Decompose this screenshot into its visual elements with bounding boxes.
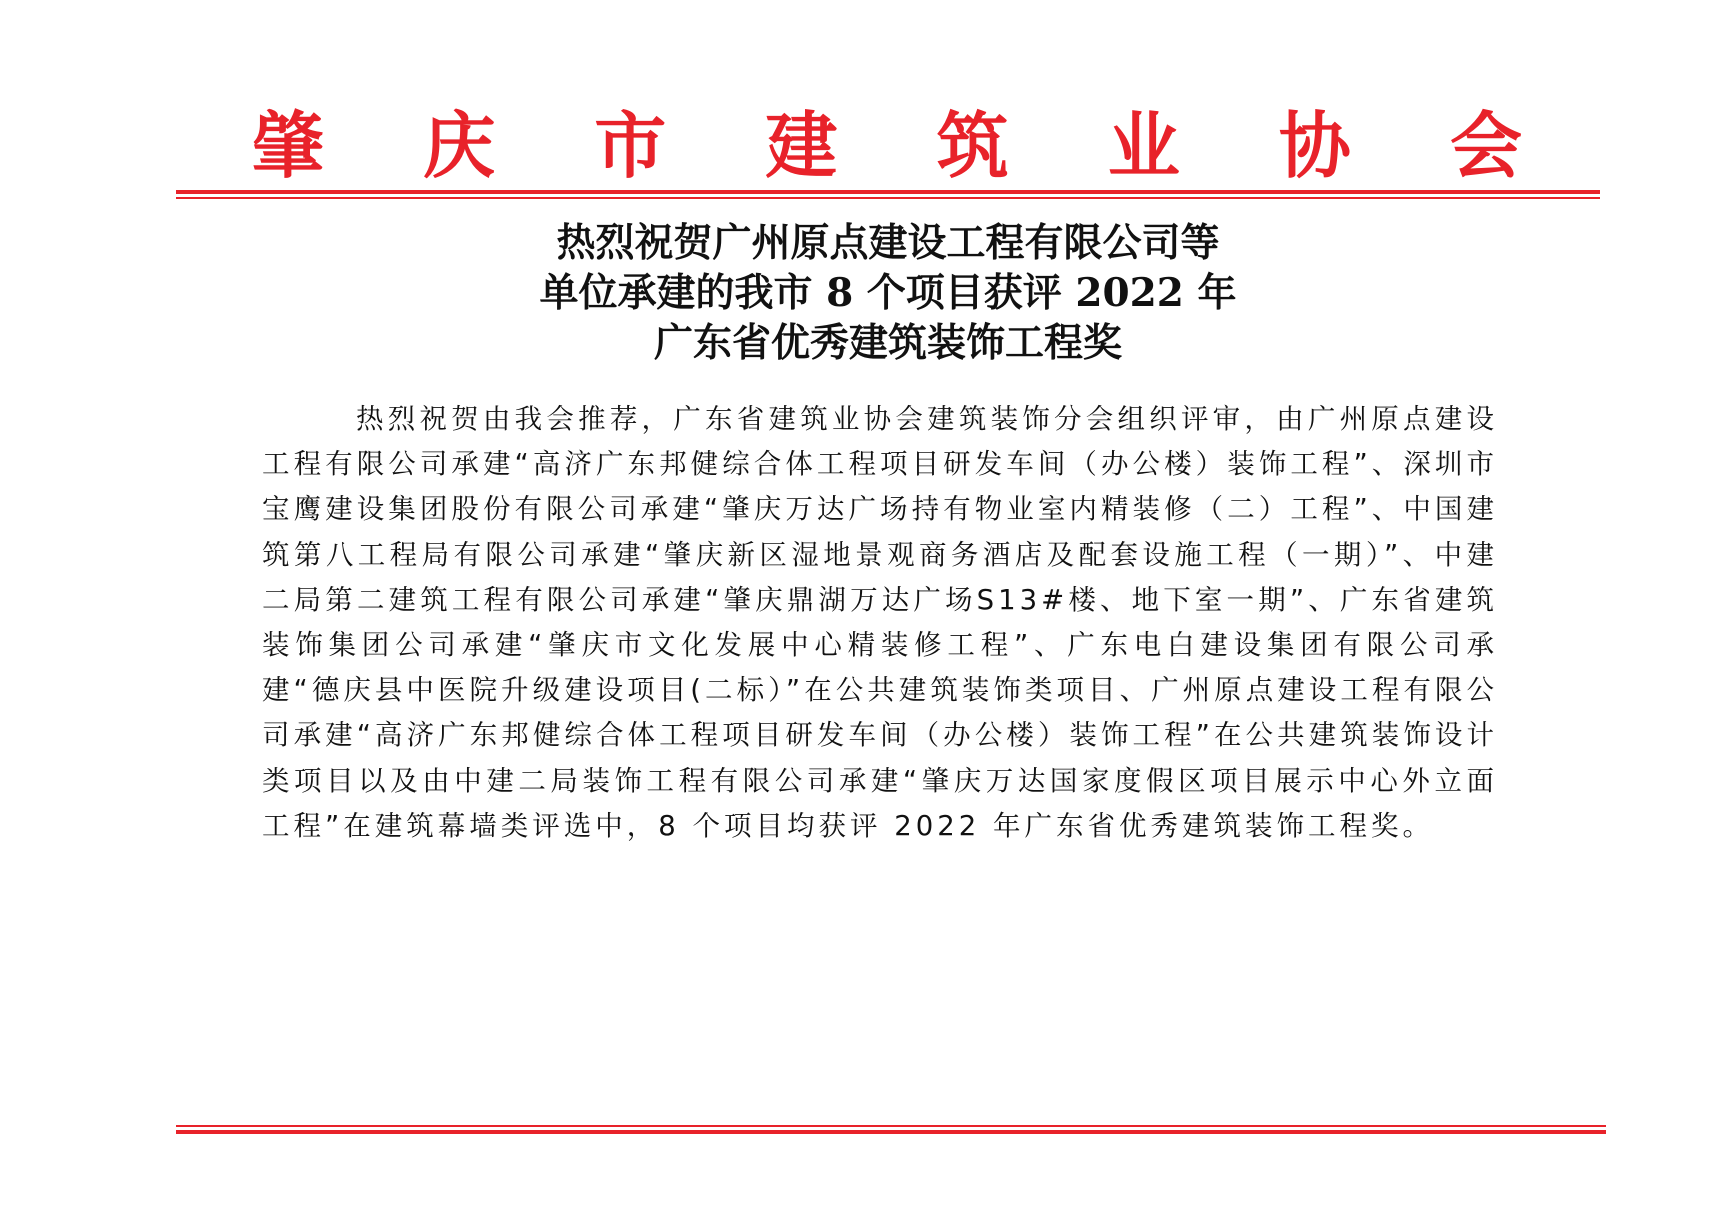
footer-divider-thin — [176, 1125, 1606, 1127]
org-name-char: 庆 — [423, 103, 496, 188]
footer-divider-thick — [176, 1130, 1606, 1134]
footer-divider — [176, 1125, 1606, 1137]
title-line-1: 热烈祝贺广州原点建设工程有限公司等 — [556, 220, 1220, 266]
org-name-char: 业 — [1107, 103, 1180, 188]
org-name-char: 肇 — [252, 103, 325, 188]
org-name-char: 建 — [765, 103, 838, 188]
org-name-char: 会 — [1449, 103, 1522, 188]
document-title — [176, 218, 1600, 368]
organization-name — [252, 100, 1522, 192]
title-line-3: 广东省优秀建筑装饰工程奖 — [653, 320, 1122, 366]
letterhead — [176, 92, 1600, 212]
org-name-char: 市 — [594, 103, 667, 188]
header-divider-thin — [176, 197, 1600, 199]
body-paragraph: 热烈祝贺由我会推荐，广东省建筑业协会建筑装饰分会组织评审，由广州原点建设工程有限公司承建“高济广东邦健综合体工程项目研发车间（办公楼）装饰工程”、深圳市宝鹰建设集团股份有限公司承建“肇庆万达广场持有物业室内精装修（二）工程”、中国建筑第八工程局有限公司承建“肇庆新区湿地景观商务酒店及配套设施工程（一期）”、中建二局第二建筑工程有限公司承建“肇庆鼎湖万达广场S13#楼、地下室一期”、广东省建筑装饰集团公司承建“肇庆市文化发展中心精装修工程”、广东电白建设集团有限公司承建“德庆县中医院升级建设项目(二标）”在公共建筑装饰类项目、广州原点建设工程有限公司承建“高济广东邦健综合体工程项目研发车间（办公楼）装饰工程”在公共建筑装饰设计类项目以及由中建二局装饰工程有限公司承建“肇庆万达国家度假区项目展示中心外立面工程”在建筑幕墙类评选中，8 个项目均获评 2022 年广东省优秀建筑装饰工程奖。 — [262, 403, 1498, 842]
title-line-2: 单位承建的我市 8 个项目获评 2022 年 — [539, 270, 1237, 316]
header-divider-thick — [176, 190, 1600, 194]
org-name-char: 筑 — [936, 103, 1009, 188]
org-name-char: 协 — [1278, 103, 1351, 188]
